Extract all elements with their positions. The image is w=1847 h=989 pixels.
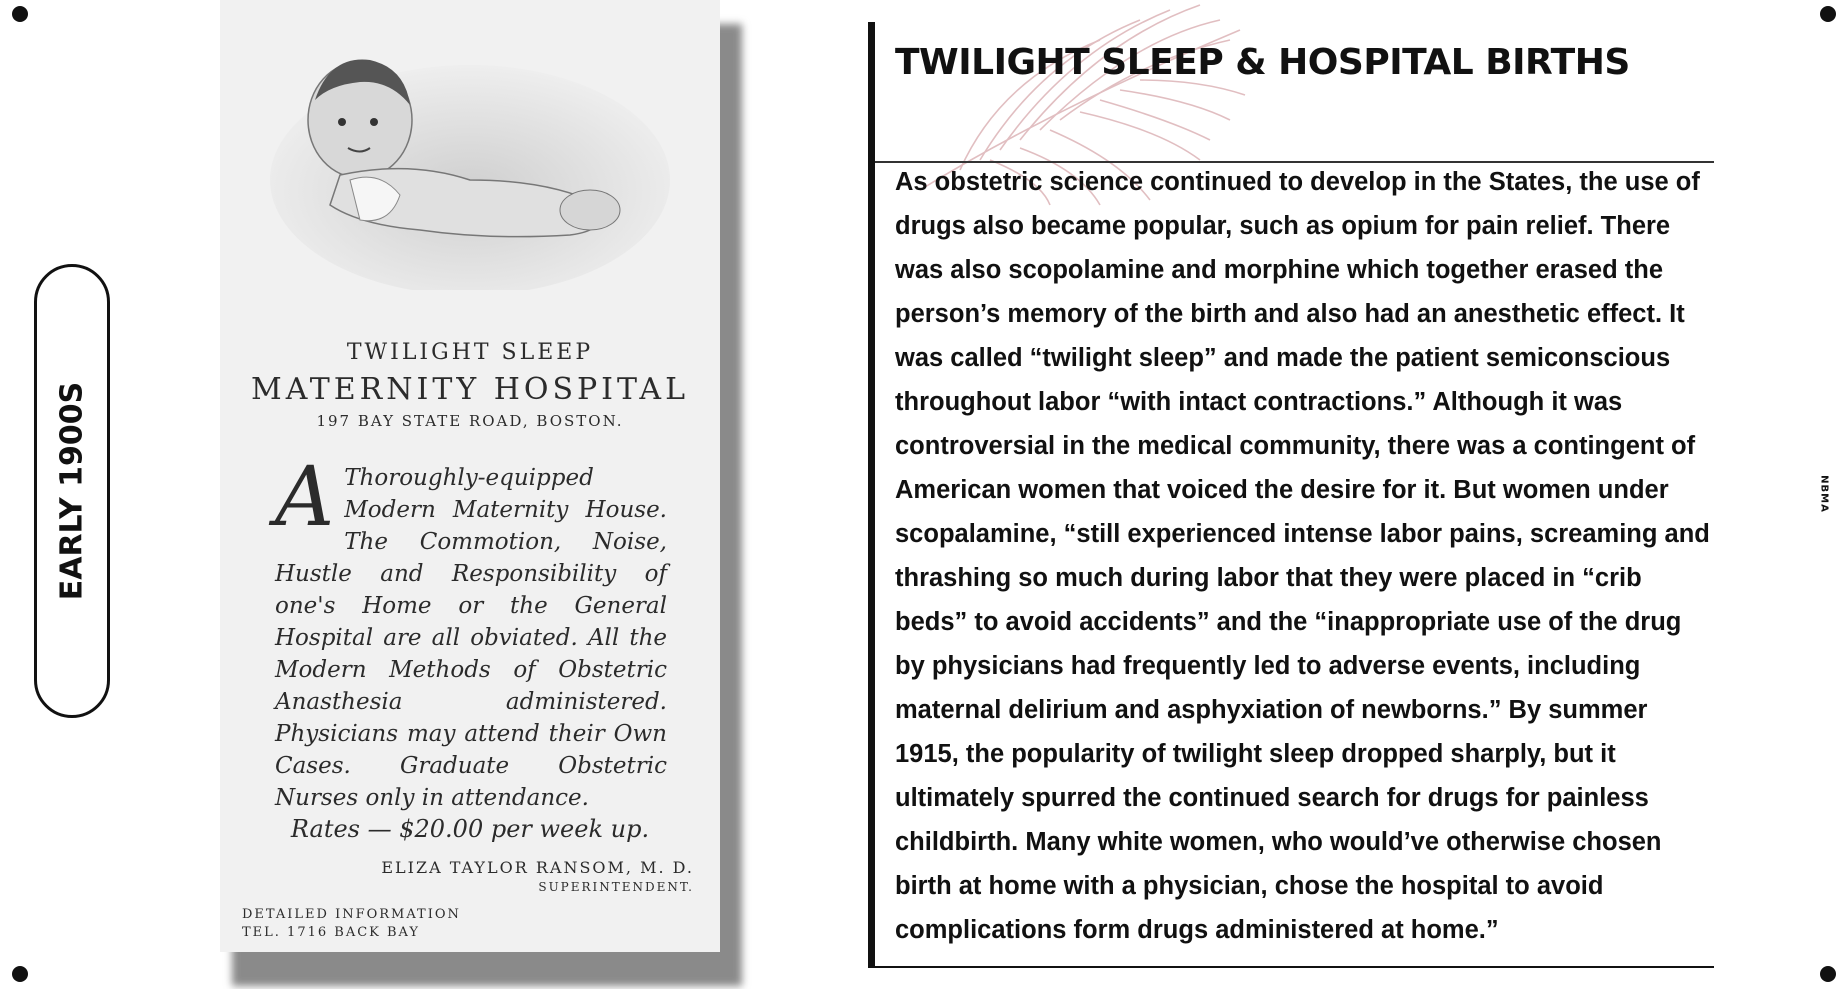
corner-dot-bottom-right bbox=[1820, 966, 1836, 982]
advertisement-image bbox=[220, 0, 720, 952]
ad-title-line1: TWILIGHT SLEEP bbox=[346, 340, 594, 365]
ad-info bbox=[242, 906, 461, 942]
ad-dropcap: A bbox=[275, 450, 335, 545]
period-pill bbox=[34, 264, 110, 718]
article-body bbox=[895, 160, 1715, 952]
corner-dot-top-right bbox=[1820, 6, 1836, 22]
article-vertical-bar bbox=[868, 22, 875, 968]
ad-info-line1: DETAILED INFORMATION bbox=[242, 907, 461, 922]
bottom-divider bbox=[868, 966, 1714, 968]
ad-body-text: Thoroughly-equipped Modern Maternity House. The Commotion, Noise, Hustle and Responsibility of one's Home or the General Hospital are all obviated. All the Modern Methods of Obstetric Anasthesia administered. Physicians may attend their Own Cases. Graduate Obstetric Nurses only in attendance. bbox=[275, 465, 667, 811]
credit-label: NBMA bbox=[1818, 475, 1830, 513]
ad-rates: Rates — $20.00 per week up. bbox=[290, 815, 650, 843]
article-paragraph: As obstetric science continued to develop in the States, the use of drugs also became popular, such as opium for pain relief. There was also scopolamine and morphine which together erased the person’s memory of the birth and also had an anesthetic effect. It was called “twilight sleep” and made the patient semiconscious throughout labor “with intact contractions.” Although it was controversial in the medical community, there was a contingent of American women that voiced the desire for it. But women under scopalamine, “still experienced intense labor pains, screaming and thrashing so much during labor that they were placed in “crib beds” to avoid accidents” and the “inappropriate use of the drug by physicians had frequently led to adverse events, including maternal delirium and asphyxiation of newborns.” By summer 1915, the popularity of twilight sleep dropped sharply, but it ultimately spurred the continued search for drugs for painless childbirth. Many white women, who would’ve otherwise chosen birth at home with a physician, chose the hospital to avoid complications form drugs administered at home.” bbox=[895, 168, 1710, 944]
ad-signature: ELIZA TAYLOR RANSOM, M. D. bbox=[381, 858, 694, 877]
period-label: EARLY 1900S bbox=[54, 381, 90, 601]
ad-info-line2: TEL. 1716 BACK BAY bbox=[242, 925, 421, 940]
ad-title-line2: MATERNITY HOSPITAL bbox=[251, 372, 689, 407]
article-title: TWILIGHT SLEEP & HOSPITAL BIRTHS bbox=[895, 42, 1630, 83]
ad-signature-title: SUPERINTENDENT. bbox=[538, 880, 694, 894]
corner-dot-bottom-left bbox=[12, 966, 28, 982]
corner-dot-top-left bbox=[12, 6, 28, 22]
ad-body bbox=[275, 450, 667, 814]
ad-address: 197 BAY STATE ROAD, BOSTON. bbox=[316, 412, 624, 430]
baby-illustration bbox=[270, 30, 670, 290]
